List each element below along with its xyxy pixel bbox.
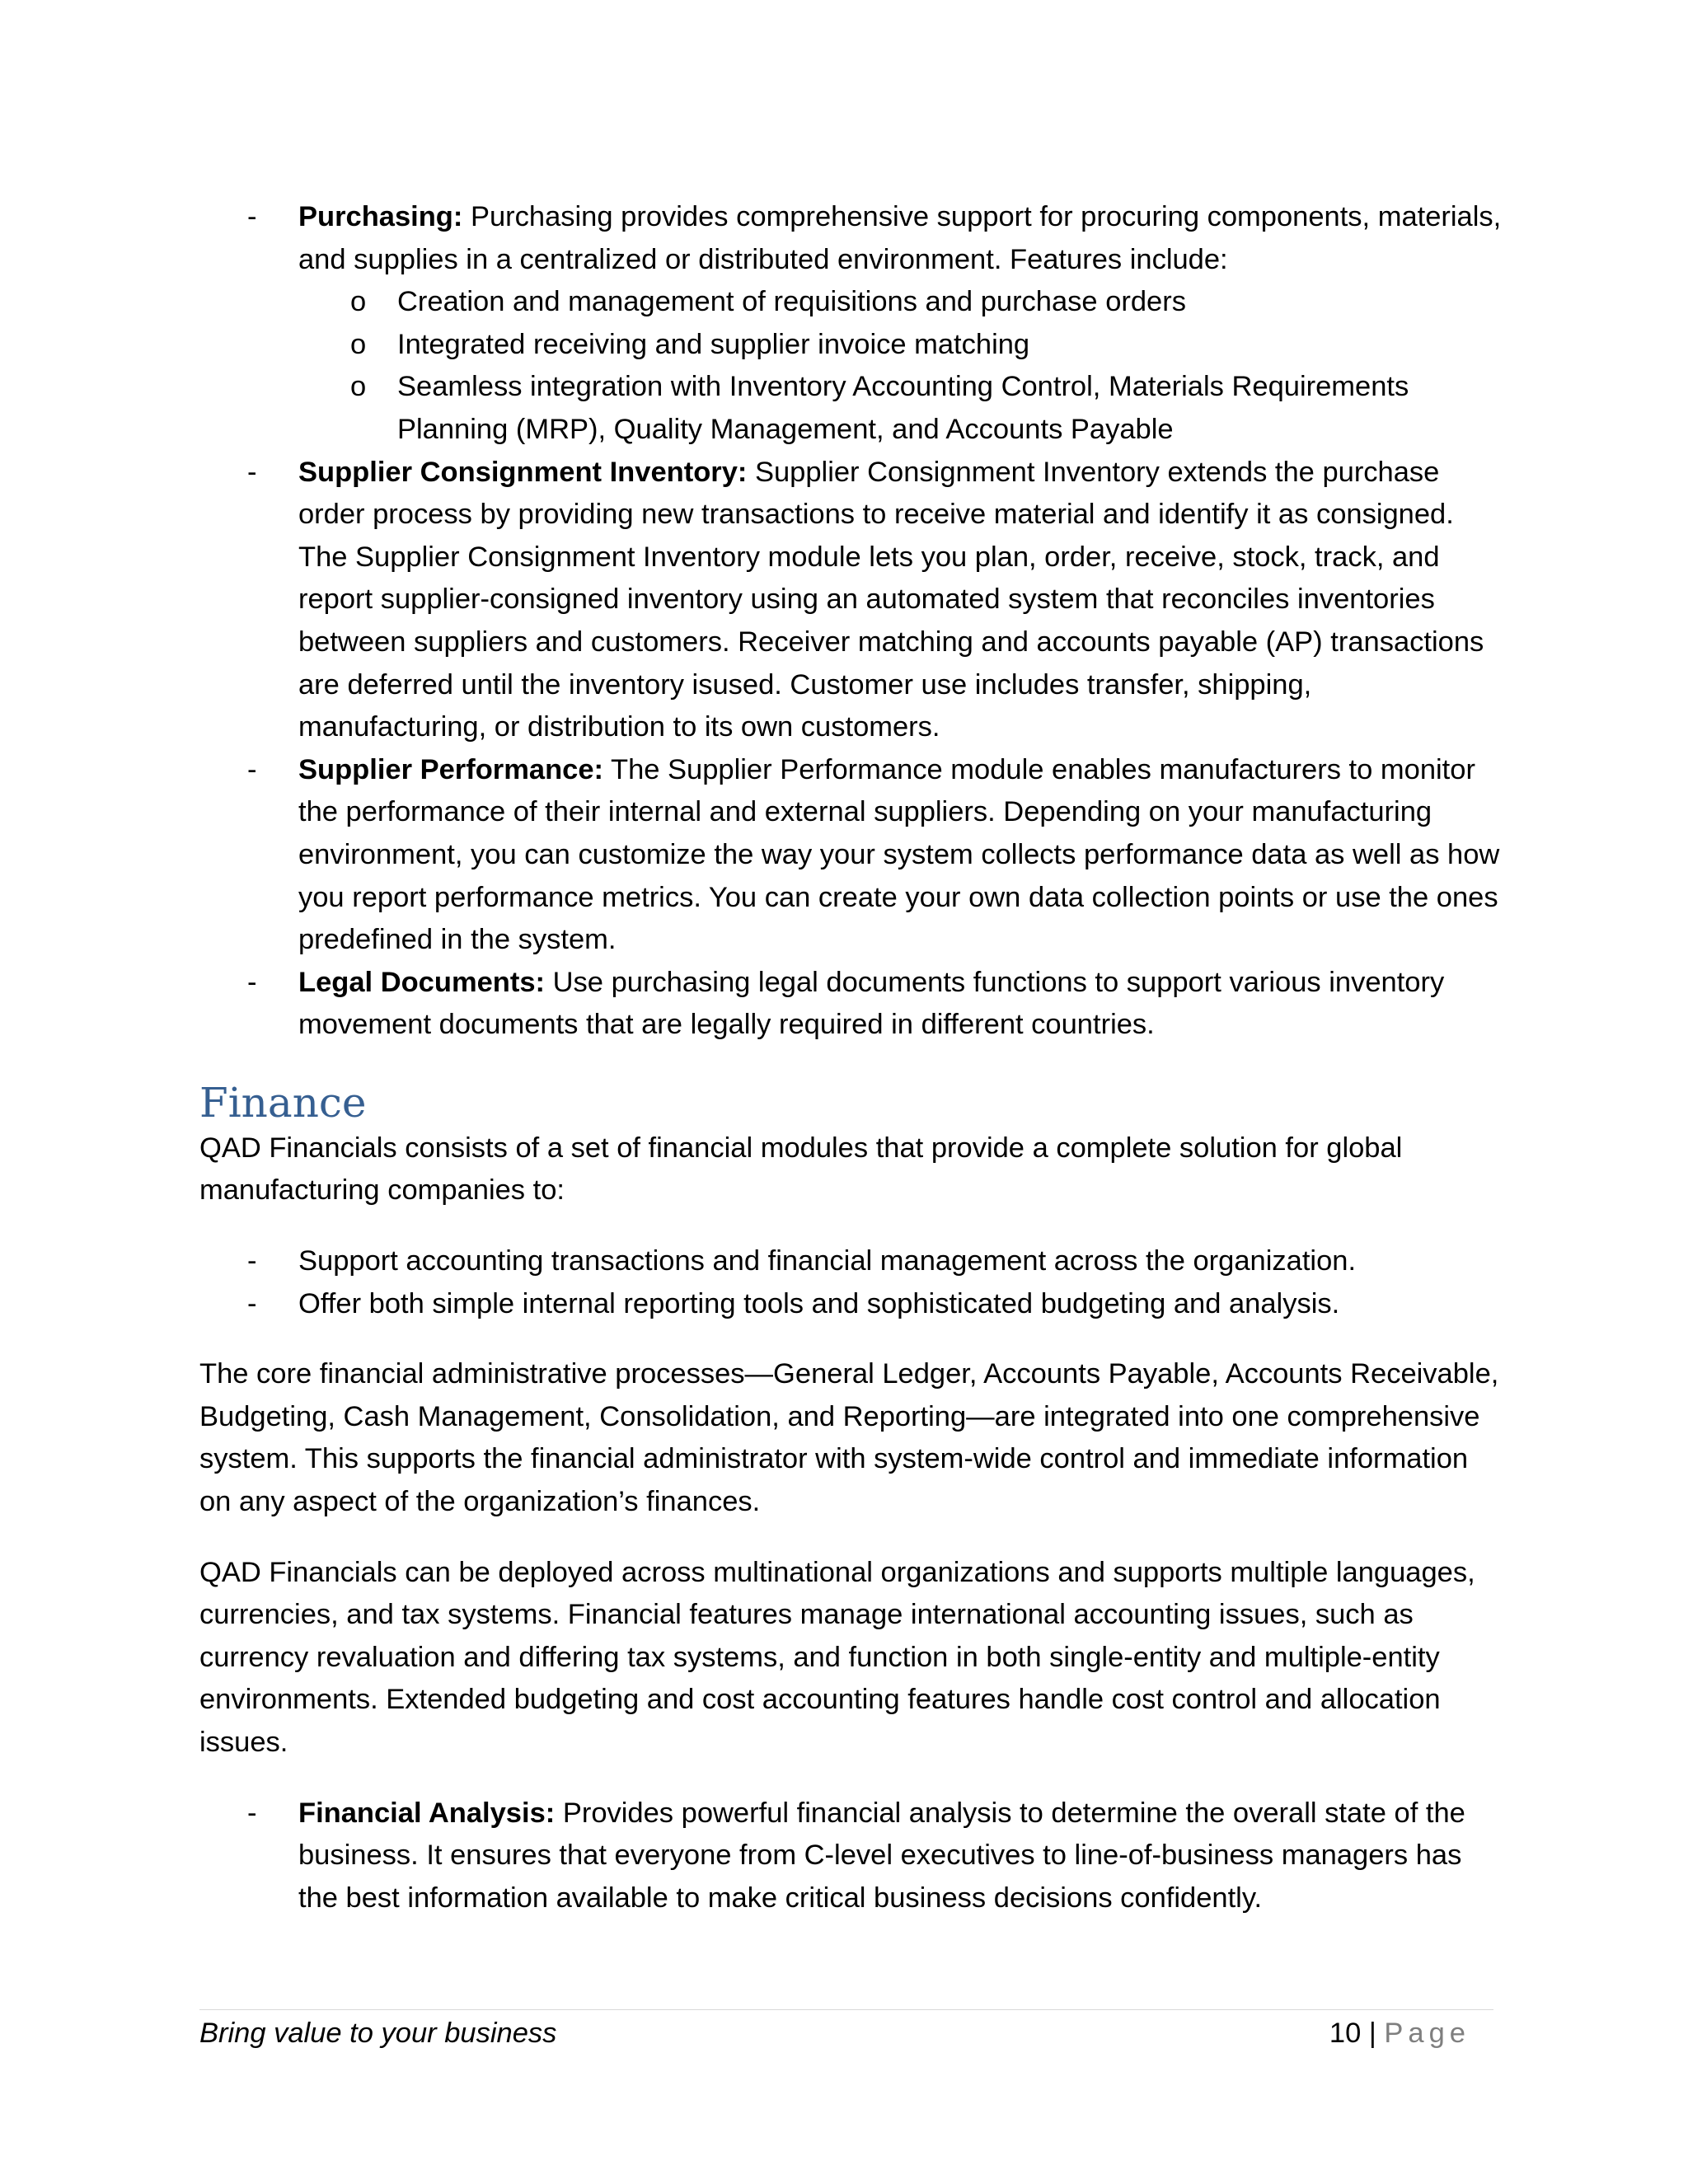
list-item-legal-documents <box>199 962 1502 1047</box>
term-financial-analysis: Financial Analysis: <box>298 1797 556 1829</box>
list-item-supplier-performance <box>199 749 1502 962</box>
term-supplier-performance: Supplier Performance: <box>298 753 604 785</box>
finance-paragraph-deployment: QAD Financials can be deployed across multinational organizations and supports multiple languages, currencies, and tax systems. Financial features manage international accounting issues, such as currency revaluation and differing tax systems, and function in both single-entity and multiple-entity environments. Extended budgeting and cost accounting features handle cost control and allocation issues. <box>199 1556 1475 1758</box>
dash-bullet: - <box>247 966 257 998</box>
text-supplier-consignment: Supplier Consignment Inventory extends the purchase order process by providing new transactions to receive material and identify it as consigned. The Supplier Consignment Inventory module lets you plan, order, receive, stock, track, and report supplier-consigned inventory using an automated system that reconciles inventories between suppliers and customers. Receiver matching and accounts payable (AP) transactions are deferred until the inventory isused. Customer use includes transfer, shipping, manufacturing, or distribution to its own customers. <box>298 456 1484 743</box>
term-legal-documents: Legal Documents: <box>298 966 546 998</box>
page-number: 10 <box>1329 2018 1362 2049</box>
dash-bullet: - <box>247 1245 257 1277</box>
text-purchasing: Purchasing provides comprehensive support for procuring components, materials, and supplies in a centralized or distributed environment. Features include: <box>298 201 1502 275</box>
text-legal-documents: Use purchasing legal documents functions to support various inventory movement documents that are legally required in different countries. <box>298 966 1445 1041</box>
circle-bullet: o <box>350 286 367 318</box>
finance-goals-list <box>199 1240 1502 1325</box>
purchasing-list <box>199 196 1502 1047</box>
page-separator: | <box>1361 2018 1385 2049</box>
list-item-financial-analysis <box>199 1793 1502 1920</box>
sub-list-item <box>298 366 1502 451</box>
page-content <box>199 196 1502 1919</box>
list-item-supplier-consignment <box>199 452 1502 749</box>
sub-list-item <box>298 281 1502 324</box>
sub-item-text: Integrated receiving and supplier invoice matching <box>397 328 1030 360</box>
list-item-purchasing <box>199 196 1502 452</box>
sub-item-text: Seamless integration with Inventory Accounting Control, Materials Requirements Planning (MRP), Quality Management, and Accounts Payable <box>397 371 1409 445</box>
purchasing-features-list <box>298 281 1502 451</box>
circle-bullet: o <box>350 371 367 403</box>
circle-bullet: o <box>350 328 367 360</box>
page-footer <box>199 2009 1493 2049</box>
page-label: Page <box>1384 2018 1470 2049</box>
list-item-text: Offer both simple internal reporting tools and sophisticated budgeting and analysis. <box>298 1287 1340 1319</box>
dash-bullet: - <box>247 201 257 232</box>
list-item <box>199 1240 1502 1283</box>
term-supplier-consignment: Supplier Consignment Inventory: <box>298 456 748 488</box>
dash-bullet: - <box>247 753 257 785</box>
finance-intro: QAD Financials consists of a set of financial modules that provide a complete solution for global manufacturing companies to: <box>199 1132 1403 1207</box>
text-financial-analysis: Provides powerful financial analysis to determine the overall state of the business. It ensures that everyone from C-level executives to line-of-business managers has the best information available to make critical business decisions confidently. <box>298 1797 1465 1914</box>
finance-heading: Finance <box>199 1078 367 1127</box>
list-item <box>199 1283 1502 1326</box>
dash-bullet: - <box>247 1287 257 1319</box>
page-number-block <box>1329 2012 1470 2055</box>
text-supplier-performance: The Supplier Performance module enables manufacturers to monitor the performance of their internal and external suppliers. Depending on your manufacturing environment, you can customize the way your system collects performance data as well as how you report performance metrics. You can create your own data collection points or use the ones predefined in the system. <box>298 753 1500 956</box>
financial-analysis-list <box>199 1793 1502 1920</box>
finance-paragraph-core: The core financial administrative processes—General Ledger, Accounts Payable, Accounts Receivable, Budgeting, Cash Management, Consolidation, and Reporting—are integrated into one comprehensive system. This supports the financial administrator with system-wide control and immediate information on any aspect of the organization’s finances. <box>199 1358 1499 1518</box>
dash-bullet: - <box>247 1797 257 1829</box>
term-purchasing: Purchasing: <box>298 201 463 232</box>
sub-item-text: Creation and management of requisitions and purchase orders <box>397 286 1186 318</box>
sub-list-item <box>298 324 1502 367</box>
footer-tagline: Bring value to your business <box>199 2018 557 2049</box>
list-item-text: Support accounting transactions and financial management across the organization. <box>298 1245 1357 1277</box>
dash-bullet: - <box>247 456 257 488</box>
